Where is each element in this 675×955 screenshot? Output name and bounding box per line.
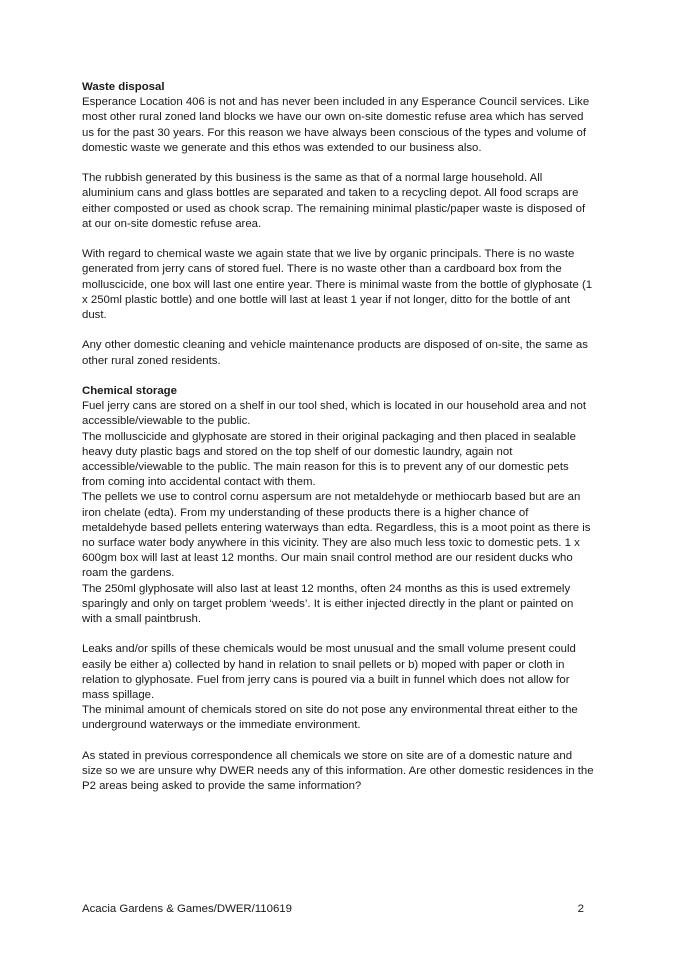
footer-reference: Acacia Gardens & Games/DWER/110619 bbox=[82, 903, 292, 915]
paragraph-storage-glyphosate: The 250ml glyphosate will also last at least 12 months, often 24 months as this is used extremely sparingly and only on target problem ‘weeds’. It is either injected directly in the plant or painted on with a small paintbrush. bbox=[82, 582, 574, 626]
paragraph-storage-spills: Leaks and/or spills of these chemicals would be most unusual and the small volume present could easily be either a) collected by hand in relation to snail pellets or b) moped with paper or cloth in relation to glyphosate. Fuel from jerry cans is poured via a built in funnel which does not allow for mass spillage. bbox=[82, 643, 576, 702]
paragraph-gap bbox=[82, 734, 594, 749]
heading-chemical-storage: Chemical storage bbox=[82, 385, 177, 397]
paragraph-storage-fuel: Fuel jerry cans are stored on a shelf in our tool shed, which is located in our household area and not accessible/viewable to the public. bbox=[82, 400, 587, 428]
paragraph-storage-environment: The minimal amount of chemicals stored on site do not pose any environmental threat either to the underground waterways or the immediate environment. bbox=[82, 704, 578, 732]
paragraph-gap bbox=[82, 232, 594, 247]
paragraph-storage-pellets: The pellets we use to control cornu aspersum are not metaldehyde or methiocarb based but are an iron chelate (edta). From my understanding of these products there is a higher chance of metaldehyde based pellets entering waterways than edta. Regardless, this is a moot point as there is no surface water body anywhere in this vicinity. They are also much less toxic to domestic pets. 1 x 600gm box will last at least 12 months. Our main snail control method are our resident ducks who roam the gardens. bbox=[82, 491, 591, 580]
paragraph-gap bbox=[82, 156, 594, 171]
paragraph-waste-rubbish: The rubbish generated by this business is the same as that of a normal large household. All aluminium cans and glass bottles are separated and taken to a recycling depot. All food scraps are either composted or used as chook scrap. The remaining minimal plastic/paper waste is disposed of at our on-site domestic refuse area. bbox=[82, 172, 586, 230]
paragraph-gap bbox=[82, 323, 594, 338]
paragraph-waste-domestic: Any other domestic cleaning and vehicle maintenance products are disposed of on-site, the same as other rural zoned residents. bbox=[82, 339, 588, 367]
paragraph-gap bbox=[82, 369, 594, 384]
document-body bbox=[82, 80, 594, 794]
footer-page-number: 2 bbox=[577, 903, 584, 915]
paragraph-gap bbox=[82, 627, 594, 642]
paragraph-waste-location: Esperance Location 406 is not and has never been included in any Esperance Council services. Like most other rural zoned land blocks we have our own on-site domestic refuse area which has served us for the past 30 years. For this reason we have always been conscious of the types and volume of domestic waste we generate and this ethos was extended to our business also. bbox=[82, 96, 590, 154]
heading-waste-disposal: Waste disposal bbox=[82, 81, 165, 93]
paragraph-storage-molluscicide: The molluscicide and glyphosate are stored in their original packaging and then placed in sealable heavy duty plastic bags and stored on the top shelf of our domestic laundry, again not accessible/viewable to the public. The main reason for this is to prevent any of our domestic pets from coming into accidental contact with them. bbox=[82, 430, 576, 489]
paragraph-storage-correspondence: As stated in previous correspondence all chemicals we store on site are of a domestic nature and size so we are unsure why DWER needs any of this information. Are other domestic residences in the P2 areas being asked to provide the same information? bbox=[82, 749, 594, 793]
paragraph-waste-chemical: With regard to chemical waste we again state that we live by organic principals. There is no waste generated from jerry cans of stored fuel. There is no waste other than a cardboard box from the molluscicide, one box will last one entire year. There is minimal waste from the bottle of glyphosate (1 x 250ml plastic bottle) and one bottle will last at least 1 year if not longer, ditto for the bottle of ant dust. bbox=[82, 248, 593, 322]
